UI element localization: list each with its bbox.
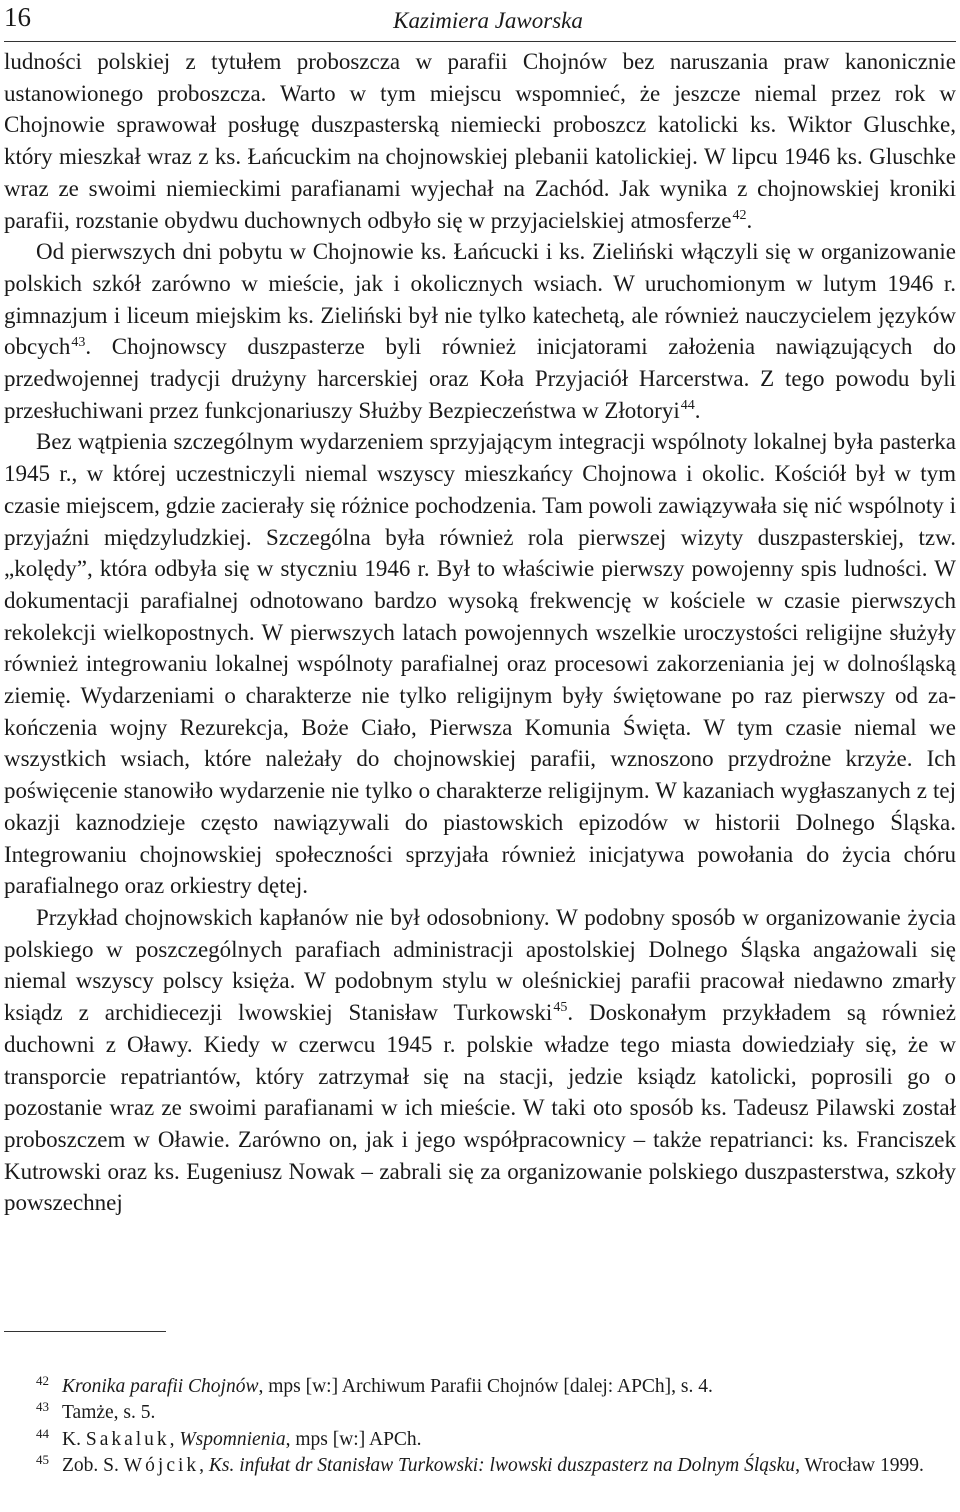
footnote-rest: , mps [w:] APCh. [285,1428,422,1450]
footnote-number: 45 [36,1451,49,1467]
footnote-body [4,1400,956,1426]
footnote-separator [4,1331,166,1332]
footnote-body [4,1453,956,1479]
paragraph-2-text: Od pierwszych dni pobytu w Chojnowie ks. Łańcucki i ks. Zieliński włączyli się w organizowanie polskich szkół zarówno w mieście, jak i okolicznych wsiach. W uruchomionym w lutym 1946 r. gimnazjum i liceum miejskim ks. Zieliński był nie tylko katechetą, ale również nauczycielem języków obcych [4,239,956,360]
paragraph-4-text-cont: . Doskonałym przykładem są również duchowni z Oławy. Kiedy w czerwcu 1945 r. polskie władze tego miasta dowiedziały się, że w transporcie repatriantów, który zatrzymał się na stacji, jedzie ksiądz katolicki, poprosili go o pozostanie wraz ze swoimi parafianami w ich mieście. W taki oto sposób ks. Tadeusz Pilawski został proboszczem w Oławie. Zarówno on, jak i jego współpracownicy – także repatrianci: ks. Franciszek Kutrowski oraz ks. Eugeniusz Nowak – zabrali się za organizowanie polskiego duszpasterstwa, szkoły powszechnej [4,1000,956,1216]
paragraph-2 [4,236,956,426]
footnote-pre: Zob. S. [62,1454,124,1476]
footnotes [4,1374,956,1479]
footnote-text: Tamże, s. 5. [62,1402,156,1424]
footnote-author: Sakaluk [85,1428,170,1450]
footnote-sep: , [199,1454,209,1476]
footnote-rest: , Wrocław 1999. [795,1454,924,1476]
footnote-44 [4,1427,956,1453]
footnote-45 [4,1453,956,1479]
footnote-43 [4,1400,956,1426]
footnote-42 [4,1374,956,1400]
paragraph-2-text-cont: . Chojnowscy duszpasterze byli również inicjatorami założenia nawiązujących do przedwojennej tradycji drużyny harcerskiej oraz Koła Przyjaciół Harcerstwa. Z tego powodu byli przesłuchiwani przez funkcjonariuszy Służby Bezpieczeństwa w Złotoryi [4,334,956,423]
body-text [4,46,956,1219]
paragraph-4-text: Przykład chojnowskich kapłanów nie był odosobniony. W podobny sposób w organizowanie życia polskiego w poszczególnych parafiach administracji apostolskiej Dolnego Śląska angażowali się niemal wszyscy polscy księża. W podobnym stylu w oleśnickiej parafii pracował niedawno zmarły ksiądz z archidiecezji lwowskiej Stanisław Turkowski [4,904,956,1026]
footnote-body [4,1374,956,1400]
footnote-number: 43 [36,1399,49,1415]
footnote-number: 44 [36,1425,49,1441]
footnote-title: Ks. infułat dr Stanisław Turkowski: lwowski duszpasterz na Dolnym Śląsku [208,1454,796,1476]
footnote-number: 42 [36,1373,49,1388]
footnote-sep: , [169,1428,180,1450]
running-head-author: Kazimiera Jaworska [393,8,583,33]
header-rule [4,41,956,42]
paragraph-3 [4,426,956,902]
paragraph-4 [4,902,956,1219]
paragraph-3-text: Bez wątpienia szczególnym wydarzeniem sprzyjającym integracji wspólnoty lokalnej była pasterka 1945 r., w której uczestniczyli niemal wszyscy mieszkańcy Chojnowa i okolic. Kościół był w tym czasie miejscem, gdzie zacierały się różnice pochodzenia. Tam powoli zawiązywała się nić wspólnoty i przyjaźni międzyludzkiej. Szczególna była również rola pierwszej wizyty duszpasterskiej, tzw. „kolędy”, która odbyła się w styczniu 1946 r. Był to właściwie pierwszy powojenny spis ludności. W dokumentacji parafialnej odnotowano bardzo wysoką frekwencję w kościele w czasie pierwszych rekolekcji wielkopostnych. W pierwszych latach powojennych wszelkie uroczystości religijne służyły również integrowaniu lokalnej wspólnoty parafialnej oraz procesowi zakorzeniania jej w dolnośląską ziemię. Wydarzeniami o charakterze nie tylko religijnym były świętowane po raz pierwszy od zakończenia wojny Rezurekcja, Boże Ciało, Pierwsza Komunia Święta. W tym czasie niemal we wszystkich wsiach, które należały do chojnowskiej parafii, wznoszono przydrożne krzyże. Ich poświęcenie stanowiło wydarzenie nie tylko o charakterze religijnym. W kazaniach wygłaszanych z tej okazji kaznodzieje często nawiązywali do piastowskich epizodów w historii Dolnego Śląska. Integrowaniu chojnowskiej społeczności sprzyjała również inicjatywa powołania do życia chóru parafialnego oraz orkiestry dętej. [4,429,956,899]
footnote-ref-43[interactable]: 43 [71,334,86,350]
paragraph-1 [4,46,956,236]
footnote-ref-44[interactable]: 44 [680,398,695,414]
paragraph-1-text: ludności polskiej z tytułem proboszcza w parafii Chojnów bez naruszania praw kanonicznie ustanowionego proboszcza. Warto w tym miejscu wspomnieć, że jeszcze niemal przez rok w Chojnowie sprawował posługę duszpasterską niemiecki proboszcz katolicki ks. Wiktor Gluschke, który mieszkał wraz z ks. Łańcuckim na chojnowskiej plebanii katolickiej. W lipcu 1946 ks. Gluschke wraz ze swoimi niemieckimi parafianami wyjechał na Zachód. Jak wynika z chojnowskiej kroniki parafii, rozstanie obydwu duchownych odbyło się w przyjacielskiej atmosferze [4,49,956,233]
footnote-ref-45[interactable]: 45 [553,1000,568,1016]
page-number: 16 [4,2,31,32]
footnote-ref-42[interactable]: 42 [732,207,747,223]
paragraph-2-end: . [694,397,701,423]
footnote-body [4,1427,956,1453]
footnote-title: Wspomnienia [179,1428,286,1450]
paragraph-1-end: . [746,207,753,233]
footnote-pre: K. [62,1428,86,1450]
footnote-rest: , mps [w:] Archiwum Parafii Chojnów [dalej: APCh], s. 4. [258,1376,713,1397]
footnote-title: Kronika parafii Chojnów [62,1376,259,1397]
footnote-author: Wójcik [123,1454,200,1476]
